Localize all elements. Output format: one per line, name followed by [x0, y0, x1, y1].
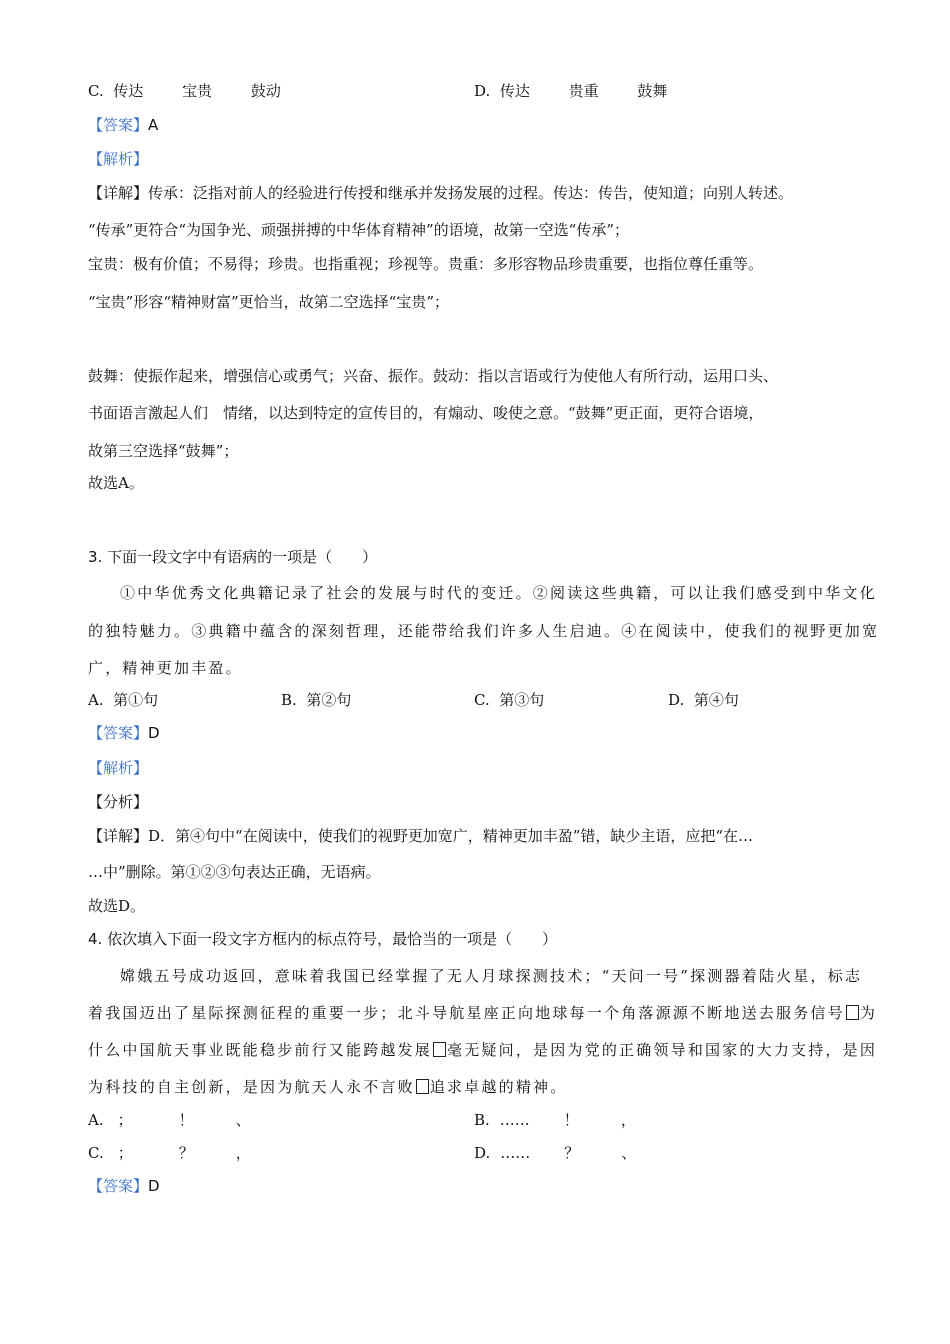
passage-text: 什么中国航天事业既能稳步前行又能跨越发展	[88, 1041, 433, 1059]
q2-answer	[88, 115, 158, 135]
option-letter: D.	[474, 82, 491, 100]
q3-option-d	[668, 690, 739, 710]
q3-analysis-tag: 【解析】	[88, 759, 149, 777]
q4-answer	[88, 1176, 160, 1196]
question-text: 依次填入下面一段文字方框内的标点符号，最恰当的一项是（ ）	[107, 930, 558, 948]
passage-text: 毫无疑问，是因为党的正确领导和国家的大力支持，是因	[447, 1041, 878, 1059]
answer-value: A	[148, 116, 159, 134]
passage-text: 为科技的自主创新，是因为航天人永不言败	[88, 1078, 415, 1096]
option-letter: D.	[474, 1144, 491, 1162]
q2-detail-line	[88, 183, 793, 203]
option-letter: C.	[88, 1144, 104, 1162]
q4-option-a	[88, 1110, 251, 1130]
option-mark-3: ，	[620, 1111, 636, 1129]
q4-option-d	[474, 1143, 636, 1163]
option-mark-2: ！	[563, 1111, 579, 1129]
option-mark-3: ，	[235, 1144, 251, 1162]
option-mark-3: 、	[621, 1144, 637, 1162]
option-text: 第④句	[693, 691, 739, 709]
option-word-3: 鼓舞	[637, 82, 668, 100]
q3-option-c	[474, 690, 544, 710]
q2-explain-line: “传承”更符合“为国争光、顽强拼搏的中华体育精神”的语境，故第一空选“传承”；	[88, 221, 630, 239]
q4-passage-line	[88, 1003, 877, 1023]
q2-explain-line: 书面语言激起人们 情绪，以达到特定的宣传目的，有煽动、唆使之意。“鼓舞”更正面，更符合语境，	[88, 404, 764, 422]
option-word-2: 贵重	[568, 82, 599, 100]
option-letter: B.	[281, 691, 297, 709]
q3-answer	[88, 723, 160, 743]
passage-text: 追求卓越的精神。	[429, 1078, 568, 1096]
blank-box-2	[433, 1042, 446, 1057]
question-text: 下面一段文字中有语病的一项是（ ）	[107, 548, 378, 566]
q3-option-a	[88, 690, 158, 710]
answer-value: D	[148, 724, 160, 742]
option-letter: B.	[474, 1111, 490, 1129]
detail-text: D．第④句中“在阅读中，使我们的视野更加宽广，精神更加丰盈”错，缺少主语，应把“在…	[148, 827, 754, 845]
option-word-1: 传达	[499, 82, 530, 100]
q3-detail-line	[88, 826, 753, 846]
q3-option-b	[281, 690, 351, 710]
option-letter: A.	[88, 1111, 104, 1129]
option-word-2: 宝贵	[182, 82, 213, 100]
detail-text: 传承：泛指对前人的经验进行传授和继承并发扬发展的过程。传达：传告，使知道；向别人转述。	[148, 184, 794, 202]
answer-tag: 【答案】	[88, 1177, 149, 1195]
q2-explain-line: 宝贵：极有价值；不易得；珍贵。也指重视；珍视等。贵重：多形容物品珍贵重要，也指位尊任重等。	[88, 255, 764, 273]
option-mark-1: ……	[499, 1111, 530, 1129]
q4-passage-line: 嫦娥五号成功返回，意味着我国已经掌握了无人月球探测技术；“天问一号”探测器着陆火星，标志	[120, 967, 863, 985]
option-letter: D.	[668, 691, 685, 709]
option-text: 第②句	[306, 691, 352, 709]
option-mark-2: ！	[178, 1111, 194, 1129]
q4-option-b	[474, 1110, 636, 1130]
blank-box-3	[416, 1079, 429, 1094]
q2-analysis-tag: 【解析】	[88, 150, 149, 168]
answer-value: D	[148, 1177, 160, 1195]
q2-option-c	[88, 81, 281, 101]
detail-tag: 【详解】	[88, 827, 149, 845]
q4-passage-line	[88, 1040, 877, 1060]
option-letter: C.	[474, 691, 490, 709]
q4-passage-line	[88, 1077, 567, 1097]
option-letter: C.	[88, 82, 104, 100]
question-number: 4.	[88, 930, 103, 948]
q2-option-d	[474, 81, 667, 101]
option-mark-1: ……	[500, 1144, 531, 1162]
option-text: 第③句	[499, 691, 545, 709]
option-mark-2: ？	[564, 1144, 580, 1162]
detail-tag: 【详解】	[88, 184, 149, 202]
question-number: 3.	[88, 548, 103, 566]
q3-passage-line: 的独特魅力。③典籍中蕴含的深刻哲理，还能带给我们许多人生启迪。④在阅读中，使我们的视野更加宽	[88, 622, 880, 640]
q2-explain-line: 鼓舞：使振作起来，增强信心或勇气；兴奋、振作。鼓动：指以言语或行为使他人有所行动，运用口头、	[88, 367, 779, 385]
q3-conclusion: 故选D。	[88, 897, 146, 915]
q2-explain-line: “宝贵”形容“精神财富”更恰当，故第二空选择“宝贵”；	[88, 293, 450, 311]
q3-stem	[88, 547, 377, 567]
q4-stem	[88, 929, 557, 949]
option-word-3: 鼓动	[250, 82, 281, 100]
option-word-1: 传达	[113, 82, 144, 100]
answer-tag: 【答案】	[88, 724, 149, 742]
option-letter: A.	[88, 691, 104, 709]
option-mark-2: ？	[178, 1144, 194, 1162]
option-text: 第①句	[113, 691, 159, 709]
q4-option-c	[88, 1143, 251, 1163]
q3-fenxi-tag: 【分析】	[88, 793, 149, 811]
option-mark-3: 、	[235, 1111, 251, 1129]
passage-text: 着我国迈出了星际探测征程的重要一步；北斗导航星座正向地球每一个角落源源不断地送去服务信号	[88, 1004, 845, 1022]
q3-passage-line: ①中华优秀文化典籍记录了社会的发展与时代的变迁。②阅读这些典籍，可以让我们感受到中华文化	[120, 584, 877, 602]
blank-box-1	[846, 1005, 859, 1020]
answer-tag: 【答案】	[88, 116, 149, 134]
option-mark-1: ；	[117, 1144, 133, 1162]
q3-explain-line: …中”删除。第①②③句表达正确，无语病。	[88, 863, 381, 881]
passage-text: 为	[859, 1004, 878, 1022]
q2-explain-line: 故第三空选择“鼓舞”；	[88, 442, 239, 460]
option-mark-1: ；	[117, 1111, 133, 1129]
q3-passage-line: 广，精神更加丰盈。	[88, 659, 243, 677]
q2-conclusion: 故选A。	[88, 474, 144, 492]
